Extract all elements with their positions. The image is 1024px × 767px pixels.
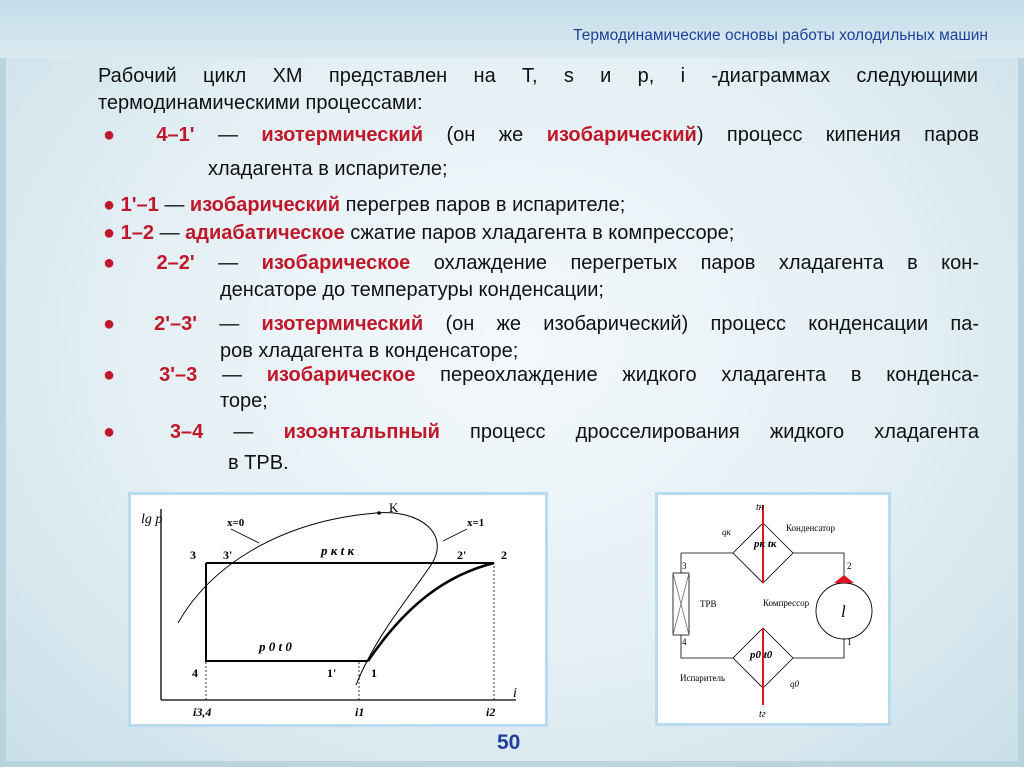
low-pressure-label: p 0 t 0 — [259, 639, 292, 654]
process-term: изобарический — [189, 194, 341, 216]
process-text: процесс дросселирования жидкого хладагента — [470, 421, 979, 443]
t-top-label: tн — [756, 502, 764, 513]
bullet-2p-3p — [103, 311, 979, 337]
dash: — — [164, 194, 185, 216]
y-axis-label: lg p — [141, 512, 163, 527]
intro-line-2: термодинамическими процессами: — [98, 92, 423, 114]
valve-label: ТРВ — [700, 599, 717, 609]
wire-left-bottom — [681, 635, 733, 658]
bullet-2-2p — [103, 250, 979, 276]
bullet-3p-3-cont: торе; — [220, 390, 268, 412]
bullet-4-1p-cont: хладагента в испарителе; — [208, 158, 448, 180]
point-3-label: 3 — [190, 548, 196, 562]
intro-line-1: Рабочий цикл ХМ представлен на T, s и p, i -диаграммах следующими — [98, 65, 978, 87]
t-bottom-label: tг — [759, 709, 766, 720]
compressor-arrow-icon — [834, 575, 854, 583]
bullet-marker: ● — [103, 252, 134, 274]
q-condenser-label: qк — [722, 527, 731, 537]
condenser-params-label: pк tк — [754, 538, 777, 550]
condenser-label: Конденсатор — [786, 523, 835, 533]
process-term: изоэнтальпный — [283, 421, 440, 443]
curve-left-label: x=0 — [227, 517, 245, 529]
process-term: адиабатическое — [185, 222, 345, 244]
process-text: охлаждение перегретых паров хладагента в кон- — [433, 252, 979, 274]
process-code: 3–4 — [169, 421, 204, 443]
bullet-3p-3 — [103, 362, 979, 388]
evaporator-label: Испаритель — [680, 673, 726, 683]
scheme-diagram — [655, 492, 891, 726]
curve-left-leader — [231, 529, 259, 543]
node-3-label: 3 — [682, 561, 687, 571]
bullet-3-4 — [103, 419, 979, 445]
header-title: Термодинамические основы работы холодильных машин — [573, 27, 988, 44]
dash: — — [233, 421, 254, 443]
node-4-label: 4 — [682, 637, 687, 647]
process-code: 2–2' — [156, 252, 195, 274]
curve-right-label: x=1 — [467, 517, 485, 529]
node-2-label: 2 — [847, 561, 852, 571]
node-1-label: 1 — [847, 637, 852, 647]
point-2-label: 2 — [501, 548, 507, 562]
dash: — — [159, 222, 180, 244]
point-3p-label: 3' — [223, 548, 233, 562]
bullet-marker: ● — [103, 124, 133, 146]
bullet-marker: ● — [103, 194, 116, 216]
ph-diagram-svg — [131, 495, 545, 724]
bullet-2p-3p-cont: ров хладагента в конденсаторе; — [220, 340, 519, 362]
process-text: перегрев паров в испарителе; — [345, 194, 626, 216]
bullet-4-1p — [103, 122, 979, 148]
process-term: изобарическое — [261, 252, 411, 274]
process-text: сжатие паров хладагента в компрессоре; — [350, 222, 735, 244]
point-4-label: 4 — [192, 666, 198, 680]
process-code: 2'–3' — [154, 313, 197, 335]
evaporator-params-label: p0 t0 — [750, 649, 773, 661]
process-code: 1–2 — [120, 222, 155, 244]
bullet-marker: ● — [103, 421, 140, 443]
curve-right-leader — [443, 529, 467, 541]
compressor-work-label: l — [841, 602, 846, 621]
bullet-1-2 — [103, 220, 979, 246]
point-1p-label: 1' — [327, 666, 337, 680]
critical-point-label: K — [389, 500, 399, 515]
dash: — — [219, 313, 240, 335]
point-2p-label: 2' — [457, 548, 467, 562]
critical-point-marker — [377, 511, 381, 515]
process-term: изотермический — [261, 313, 424, 335]
q-evaporator-label: q0 — [790, 679, 799, 689]
process-text: переохлаждение жидкого хладагента в конденса- — [440, 364, 980, 386]
compression-line — [368, 563, 494, 661]
tick-i2: i2 — [486, 705, 496, 719]
tick-i34: i3,4 — [193, 705, 212, 719]
ph-diagram — [128, 492, 548, 727]
process-term-2: изобарический — [546, 124, 697, 146]
process-term: изобарическое — [266, 364, 416, 386]
dash: — — [218, 252, 239, 274]
dash: — — [221, 364, 242, 386]
bullet-marker: ● — [103, 364, 135, 386]
bullet-2-2p-cont: денсаторе до температуры конденсации; — [220, 279, 604, 301]
dash: — — [217, 124, 238, 146]
scheme-diagram-svg — [658, 495, 888, 723]
x-axis-label: i — [513, 686, 517, 701]
process-code: 4–1' — [156, 124, 195, 146]
bullet-3-4-cont: в ТРВ. — [228, 452, 289, 474]
process-term: изотермический — [261, 124, 424, 146]
process-code: 1'–1 — [120, 194, 159, 216]
point-1-label: 1 — [371, 666, 377, 680]
compressor-label: Компрессор — [763, 598, 810, 608]
page-number: 50 — [497, 731, 521, 754]
process-text: (он же — [446, 124, 524, 146]
bullet-marker: ● — [103, 222, 116, 244]
bullet-1p-1 — [103, 192, 979, 218]
saturation-curve — [178, 513, 437, 685]
bullet-marker: ● — [103, 313, 132, 335]
high-pressure-label: p к t к — [321, 543, 355, 558]
process-text: (он же изобарический) процесс конденсации па- — [445, 313, 980, 335]
process-code: 3'–3 — [159, 364, 198, 386]
process-text-2: ) процесс кипения паров — [696, 124, 979, 146]
tick-i1: i1 — [355, 705, 365, 719]
